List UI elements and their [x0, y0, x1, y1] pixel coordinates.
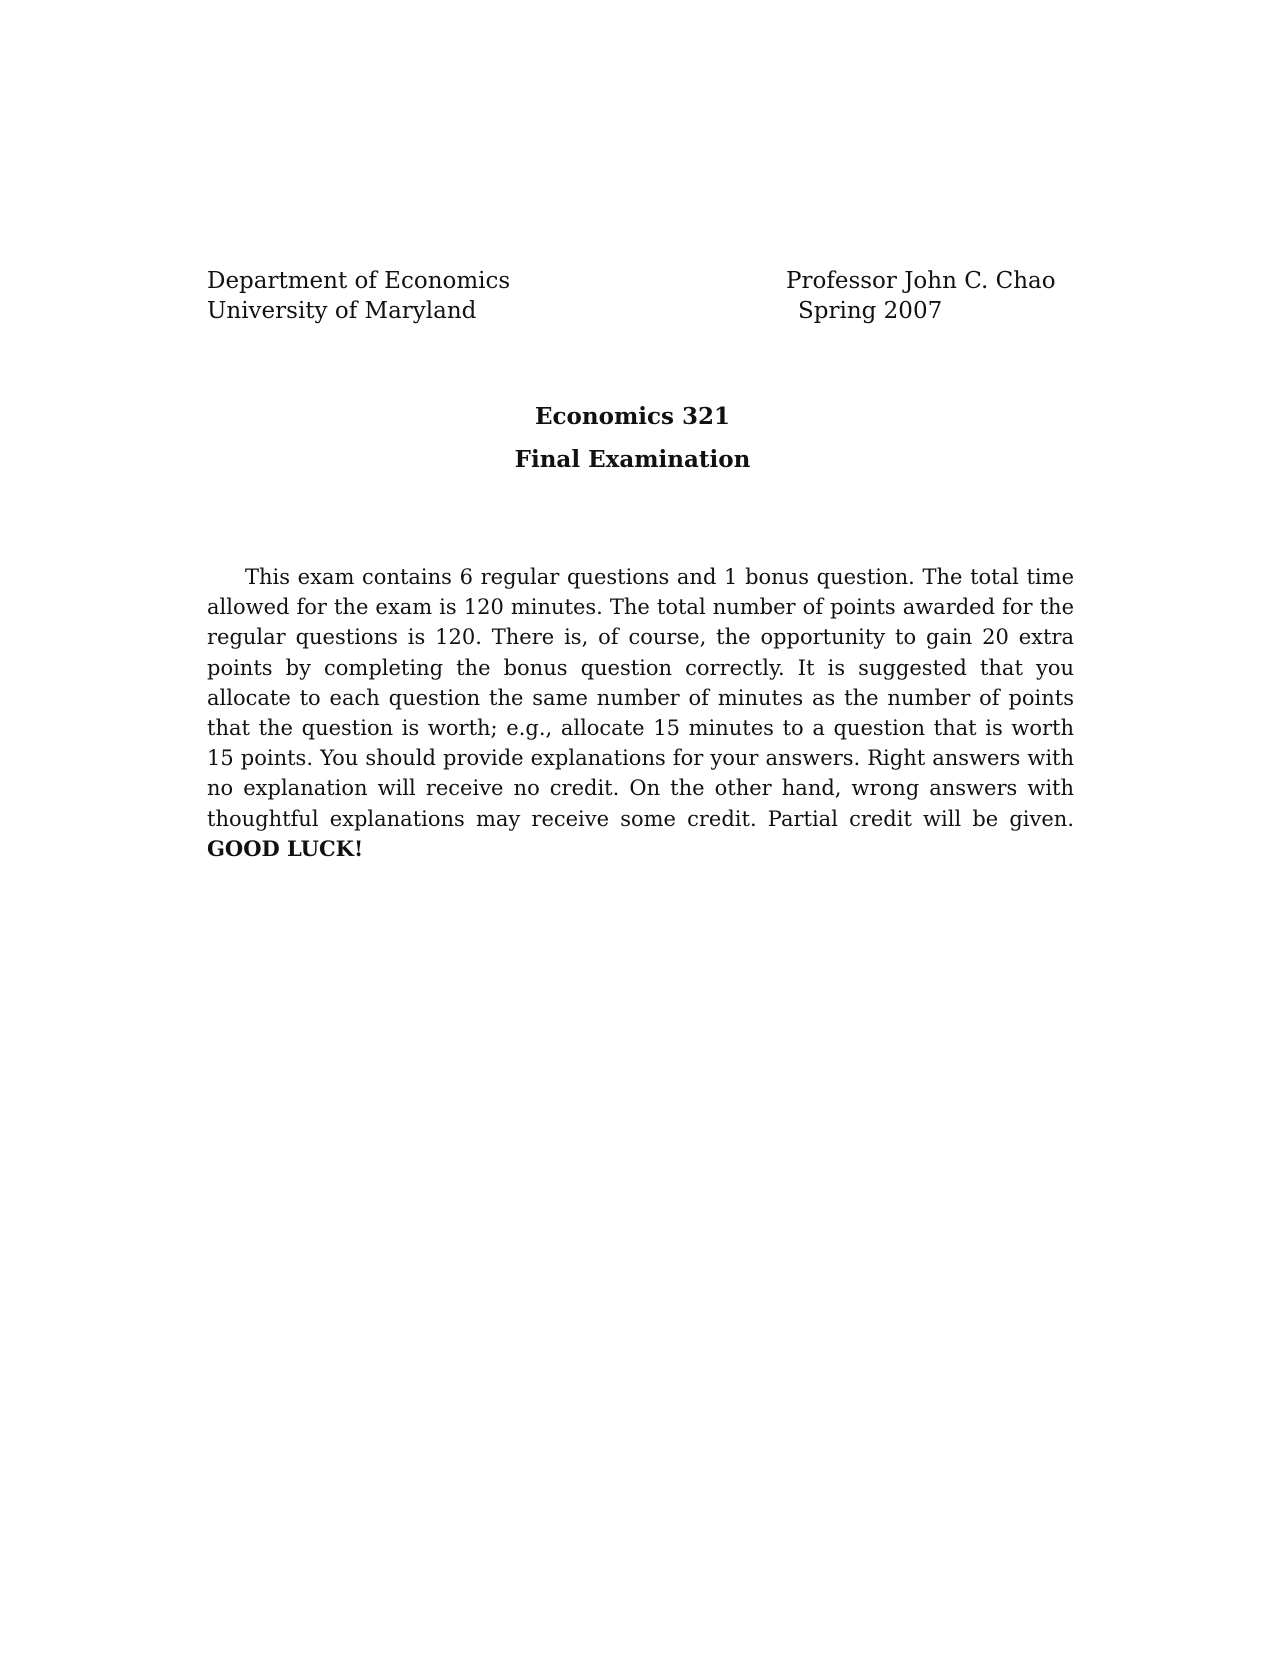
good-luck-closing: GOOD LUCK! [207, 835, 364, 861]
institution-block [207, 266, 627, 326]
exam-instructions [207, 562, 1074, 864]
term: Spring 2007 [798, 298, 943, 324]
department-name: Department of Economics [207, 268, 511, 294]
instructions-body: This exam contains 6 regular questions and 1 bonus question. The total time allowed for the exam is 120 minutes. The total number of points awarded for the regular questions is 120. There is, of course, the opportunity to gain 20 extra points by completing the bonus question correctly. It is suggested that you allocate to each question the same number of minutes as the number of points that the question is worth; e.g., allocate 15 minutes to a question that is worth 15 points. You should provide explanations for your answers. Right answers with no explanation will receive no credit. On the other hand, wrong answers with thoughtful explanations may receive some credit. Partial credit will be given. [207, 565, 1074, 831]
title-block [0, 402, 1265, 475]
university-name: University of Maryland [207, 298, 477, 324]
exam-title: Final Examination [514, 446, 751, 473]
course-title: Economics 321 [535, 403, 730, 430]
professor-name: Professor John C. Chao [786, 268, 1056, 294]
instructor-block [786, 266, 1086, 326]
